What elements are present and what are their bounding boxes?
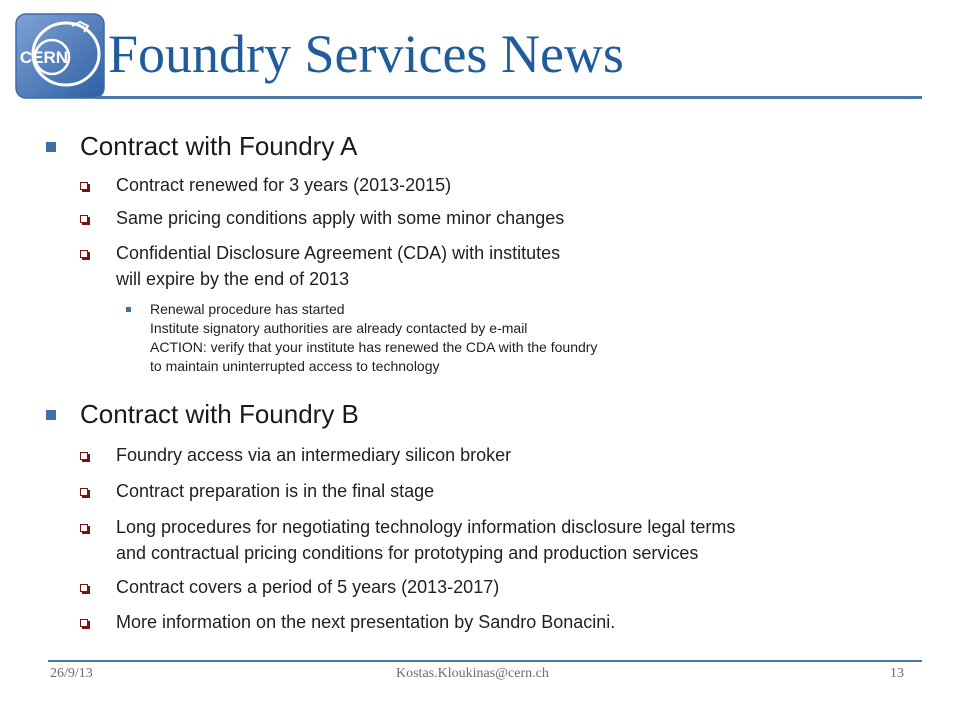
square-bullet-icon [46, 142, 56, 152]
section-a-item: Same pricing conditions apply with some minor changes [116, 205, 564, 231]
page-number: 13 [890, 666, 904, 681]
section-b-item: Long procedures for negotiating technology information disclosure legal terms [116, 514, 735, 540]
checkbox-bullet-icon [80, 250, 88, 258]
checkbox-bullet-icon [80, 524, 88, 532]
checkbox-bullet-icon [80, 215, 88, 223]
section-b-item: Foundry access via an intermediary silicon broker [116, 442, 511, 468]
section-a-heading: Contract with Foundry A [80, 131, 357, 161]
checkbox-bullet-icon [80, 584, 88, 592]
section-b-heading: Contract with Foundry B [80, 399, 359, 429]
section-b-item: Contract covers a period of 5 years (2013-2017) [116, 574, 499, 600]
checkbox-bullet-icon [80, 182, 88, 190]
footer-divider [48, 660, 922, 662]
checkbox-bullet-icon [80, 619, 88, 627]
section-b-item: More information on the next presentation by Sandro Bonacini. [116, 609, 615, 635]
checkbox-bullet-icon [80, 452, 88, 460]
square-bullet-icon [126, 307, 131, 312]
slide-title: Foundry Services News [108, 24, 624, 84]
section-a-subitem: Renewal procedure has started Institute signatory authorities are already contacted by e-mail ACTION: verify that your institute has renewed the CDA with the foundry to maintain uninterrupted access to technology [150, 300, 597, 376]
section-a-item-continuation: will expire by the end of 2013 [116, 269, 350, 289]
section-b-item-continuation: and contractual pricing conditions for prototyping and production services [116, 543, 699, 563]
svg-text:CERN: CERN [19, 48, 69, 67]
section-b-item: Contract preparation is in the final stage [116, 478, 434, 504]
footer-date: 26/9/13 [50, 666, 93, 681]
footer-email: Kostas.Kloukinas@cern.ch [396, 666, 549, 681]
checkbox-bullet-icon [80, 488, 88, 496]
section-a-item: Contract renewed for 3 years (2013-2015) [116, 172, 451, 198]
square-bullet-icon [46, 410, 56, 420]
section-a-item: Confidential Disclosure Agreement (CDA) with institutes [116, 240, 560, 266]
